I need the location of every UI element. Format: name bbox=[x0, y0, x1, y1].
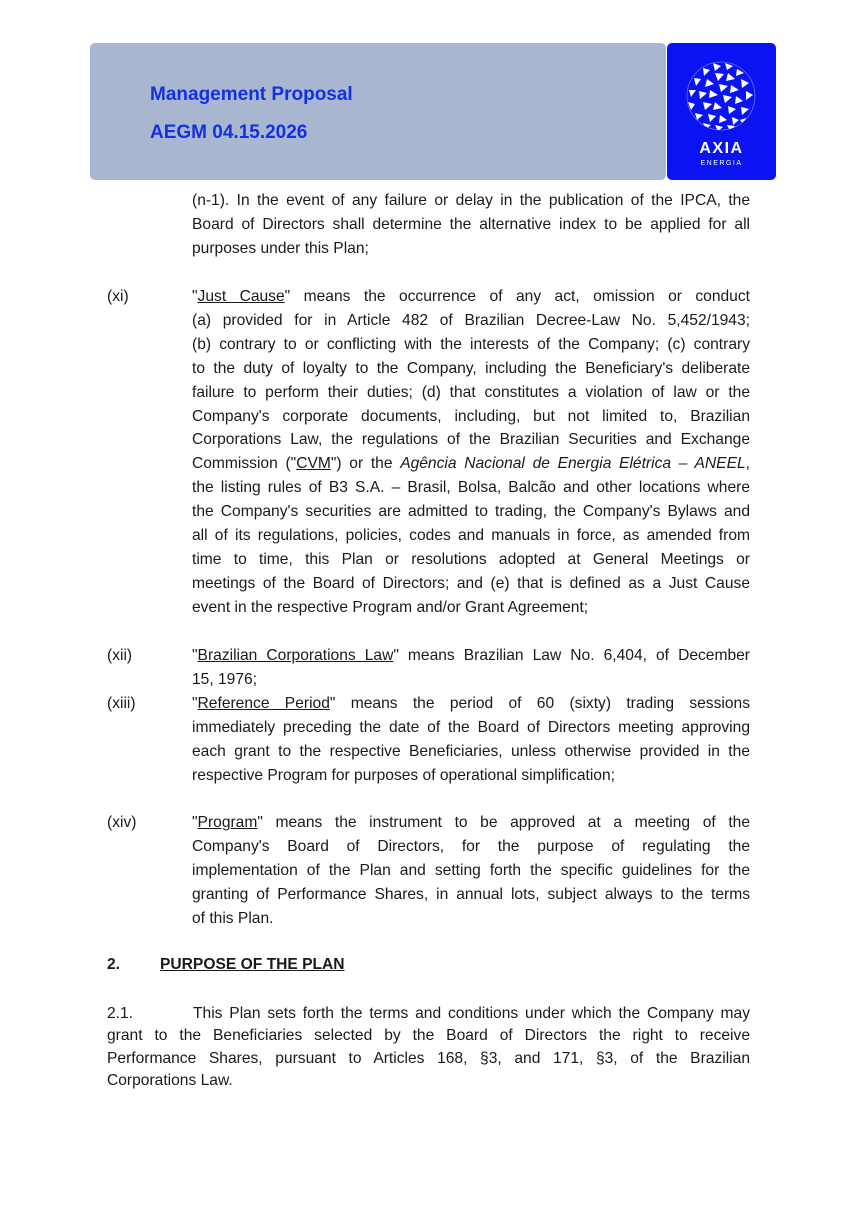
item-number: (xiv) bbox=[107, 814, 137, 831]
header-band bbox=[90, 43, 666, 180]
text-line: event in the respective Program and/or Grant Agreement; bbox=[192, 598, 589, 616]
text-line: failure to perform their duties; (d) that constitutes a violation of law or the bbox=[192, 383, 750, 401]
text-line: each grant to the respective Beneficiaries, unless otherwise provided in the bbox=[192, 742, 750, 760]
text-line: grant to the Beneficiaries selected by the Board of Directors the right to receive bbox=[107, 1027, 750, 1045]
company-logo bbox=[667, 43, 776, 180]
text-line: Performance Shares, pursuant to Articles 168, §3, and 171, §3, of the Brazilian bbox=[107, 1049, 750, 1067]
agency-name: Agência Nacional de Energia Elétrica – ANEEL bbox=[400, 455, 746, 473]
item-number: (xii) bbox=[107, 647, 133, 664]
text-line: respective Program for purposes of operational simplification; bbox=[192, 766, 615, 784]
defined-term: Brazilian Corporations Law bbox=[197, 647, 394, 664]
text-line: (n-1). In the event of any failure or delay in the publication of the IPCA, the bbox=[192, 192, 750, 209]
text-line: meetings of the Board of Directors; and (e) that is defined as a Just Cause bbox=[192, 574, 750, 592]
text-line: purposes under this Plan; bbox=[192, 239, 369, 257]
text-line: "Reference Period" means the period of 60 (sixty) trading sessions bbox=[192, 695, 751, 712]
defined-term: CVM bbox=[296, 455, 331, 473]
text-line: Company's Board of Directors, for the purpose of regulating the bbox=[192, 837, 750, 855]
definition-program bbox=[192, 811, 750, 931]
text-line: to the duty of loyalty to the Company, including the Beneficiary's deliberate bbox=[192, 359, 750, 377]
text-line: "Brazilian Corporations Law" means Brazilian Law No. 6,404, of December bbox=[192, 647, 750, 664]
section-number: 2. bbox=[107, 956, 121, 973]
definition-just-cause bbox=[192, 285, 750, 620]
text-line: the listing rules of B3 S.A. – Brasil, Bolsa, Balcão and other locations where bbox=[192, 479, 750, 497]
text-line: implementation of the Plan and setting forth the specific guidelines for the bbox=[192, 861, 750, 879]
text-line: (a) provided for in Article 482 of Brazilian Decree-Law No. 5,452/1943; bbox=[192, 311, 750, 329]
section-title: PURPOSE OF THE PLAN bbox=[160, 956, 345, 973]
text-line: 15, 1976; bbox=[192, 670, 258, 688]
text-line: "Just Cause" means the occurrence of any act, omission or conduct bbox=[192, 288, 750, 305]
item-number: (xiii) bbox=[107, 695, 136, 712]
continuation-paragraph bbox=[192, 189, 750, 261]
text-line: Corporations Law. bbox=[107, 1071, 233, 1089]
document-subtitle: AEGM 04.15.2026 bbox=[150, 122, 308, 143]
defined-term: Just Cause bbox=[197, 288, 285, 305]
text-line: of this Plan. bbox=[192, 909, 274, 927]
clause-number: 2.1. bbox=[107, 1005, 134, 1022]
logo-wordmark: AXIA bbox=[699, 140, 744, 157]
defined-term: Program bbox=[197, 814, 258, 831]
text-line: "Program" means the instrument to be approved at a meeting of the bbox=[192, 814, 750, 831]
defined-term: Reference Period bbox=[197, 695, 330, 712]
text-line: granting of Performance Shares, in annual lots, subject always to the terms bbox=[192, 885, 750, 903]
definition-reference-period bbox=[192, 692, 750, 788]
text-line: time to time, this Plan or resolutions adopted at General Meetings or bbox=[192, 550, 750, 568]
text-line: Board of Directors shall determine the alternative index to be applied for all bbox=[192, 215, 750, 233]
text-line: Commission ("CVM") or the Agência Nacional de Energia Elétrica – ANEEL, bbox=[192, 455, 750, 473]
globe-icon bbox=[685, 60, 757, 132]
text-line: all of its regulations, policies, codes and manuals in force, as amended from bbox=[192, 527, 750, 545]
text-line: 2.1. This Plan sets forth the terms and conditions under which the Company may bbox=[107, 1003, 750, 1025]
text-line: the Company's securities are admitted to trading, the Company's Bylaws and bbox=[192, 503, 750, 521]
text-line: Corporations Law, the regulations of the Brazilian Securities and Exchange bbox=[192, 431, 750, 449]
text-line: (b) contrary to or conflicting with the interests of the Company; (c) contrary bbox=[192, 335, 750, 353]
text-line: immediately preceding the date of the Board of Directors meeting approving bbox=[192, 718, 750, 736]
document-title: Management Proposal bbox=[150, 84, 353, 105]
text-line: Company's corporate documents, including, but not limited to, Brazilian bbox=[192, 407, 750, 425]
item-number: (xi) bbox=[107, 288, 129, 305]
clause-2-1 bbox=[107, 1003, 750, 1092]
logo-subtitle: ENERGIA bbox=[700, 160, 743, 167]
definition-corporations-law bbox=[192, 644, 750, 692]
